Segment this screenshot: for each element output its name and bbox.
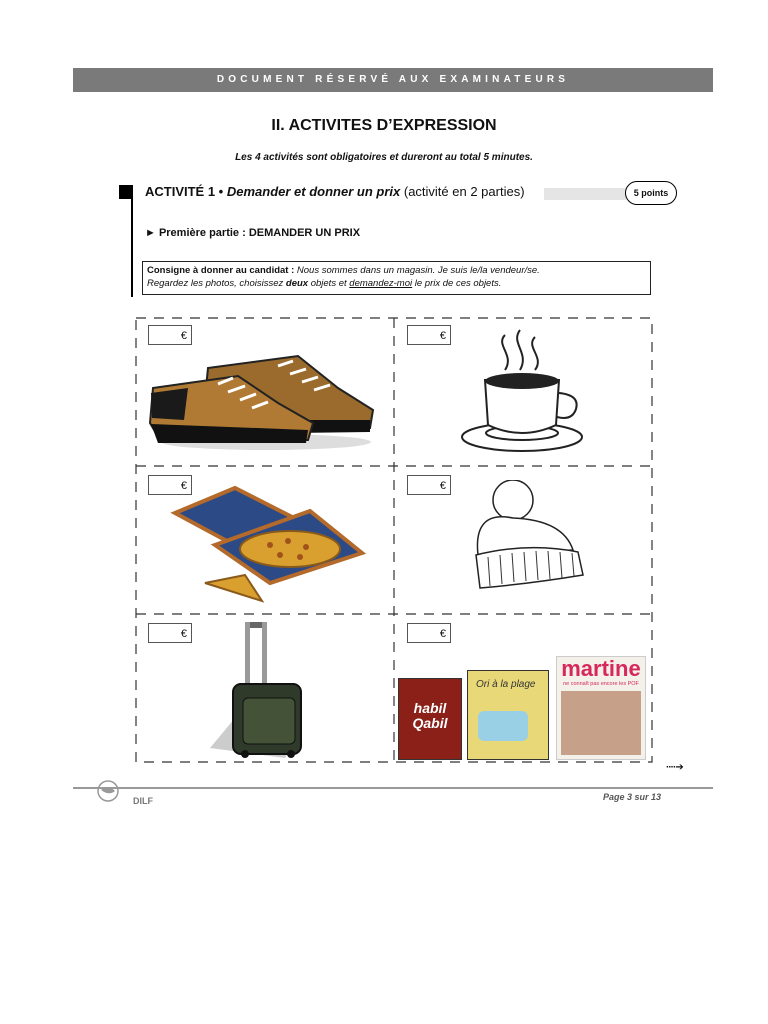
book-title-1: habil Qabil	[412, 700, 448, 731]
instruction-text-2b: objets et	[310, 278, 347, 289]
instruction-text-1: Nous sommes dans un magasin. Je suis le/la vendeur/se.	[296, 265, 540, 276]
page-number: Page 3 sur 13	[603, 792, 662, 802]
suitcase-icon	[205, 618, 315, 758]
shoes-icon	[148, 348, 378, 453]
continue-arrow: ····➔	[666, 762, 683, 773]
book-martine	[556, 656, 646, 760]
book-title-2: Ori à la plage	[476, 679, 536, 690]
book-habil-qabil	[398, 678, 462, 760]
instruction-text-2a: Regardez les photos, choisissez	[147, 278, 284, 289]
price-box-suitcase[interactable]: €	[148, 623, 192, 643]
footer-rule	[73, 787, 713, 789]
activity-task: Demander et donner un prix	[226, 184, 401, 199]
price-box-pizza[interactable]: €	[148, 475, 192, 495]
book-subtitle: ne connaît pas encore les POF	[563, 681, 639, 687]
points-badge: 5 points	[625, 181, 677, 205]
price-box-coffee[interactable]: €	[407, 325, 451, 345]
activity-note: (activité en 2 parties)	[403, 184, 525, 199]
activity-label: ACTIVITÉ 1 •	[145, 184, 224, 199]
book-title-3: martine	[561, 656, 641, 681]
pizza-box-icon	[170, 483, 370, 608]
price-box-books[interactable]: €	[407, 623, 451, 643]
price-box-hat[interactable]: €	[407, 475, 451, 495]
wool-hat-icon	[458, 480, 588, 595]
book-ori-a-la-plage	[467, 670, 549, 760]
examiner-banner: DOCUMENT RÉSERVÉ AUX EXAMINATEURS	[73, 68, 713, 92]
footer-brand: DILF	[133, 796, 153, 806]
instruction-underlined: demandez-moi	[349, 278, 413, 289]
instruction-text-2c: le prix de ces objets.	[414, 278, 502, 289]
dilf-logo-icon	[96, 778, 132, 804]
part-heading: ► Première partie : DEMANDER UN PRIX	[145, 227, 361, 239]
instruction-label: Consigne à donner au candidat :	[147, 265, 295, 276]
price-box-shoes[interactable]: €	[148, 325, 192, 345]
section-subtitle: Les 4 activités sont obligatoires et dureront au total 5 minutes.	[235, 152, 533, 163]
section-title: II. ACTIVITES D’EXPRESSION	[271, 117, 497, 134]
instruction-bold-word: deux	[285, 278, 309, 289]
coffee-cup-icon	[460, 325, 590, 455]
